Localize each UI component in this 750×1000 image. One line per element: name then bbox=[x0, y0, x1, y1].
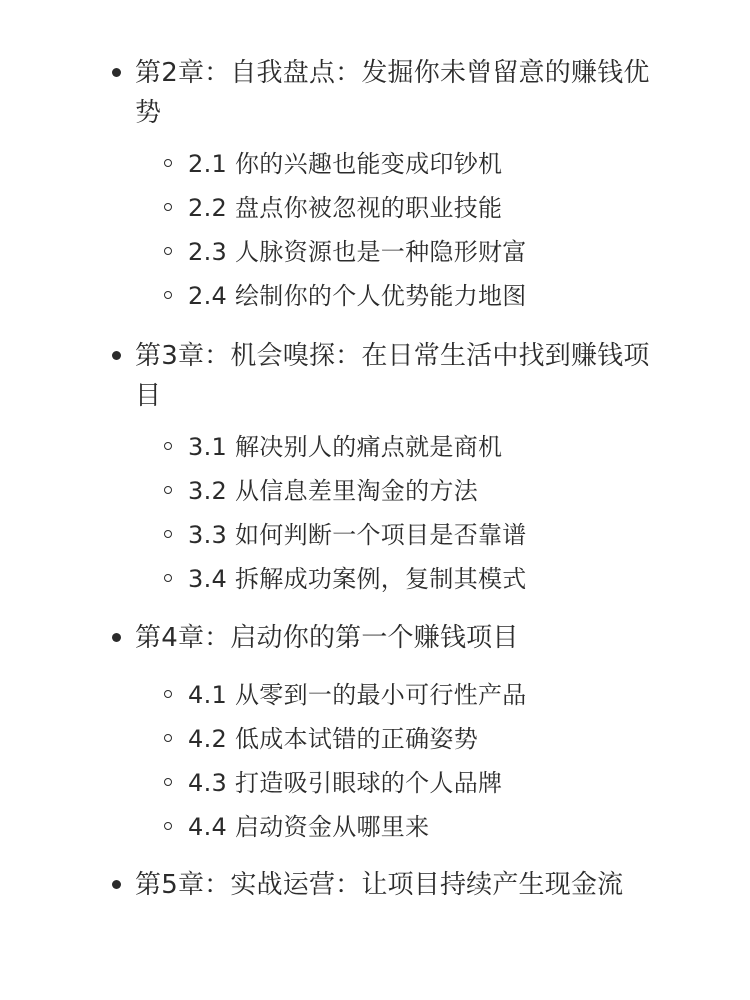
chapter-3-title bbox=[135, 336, 675, 416]
chapter-title-text: 第4章：启动你的第一个赚钱项目 bbox=[135, 623, 519, 653]
section-2-3 bbox=[188, 234, 708, 270]
section-text: 4.1 从零到一的最小可行性产品 bbox=[188, 681, 527, 709]
chapter-title-text: 第3章：机会嗅探：在日常生活中找到赚钱项目 bbox=[135, 341, 650, 411]
section-text: 3.1 解决别人的痛点就是商机 bbox=[188, 433, 503, 461]
hollow-bullet-icon bbox=[164, 822, 172, 830]
section-text: 2.3 人脉资源也是一种隐形财富 bbox=[188, 238, 527, 266]
section-2-2 bbox=[188, 190, 708, 226]
section-text: 4.2 低成本试错的正确姿势 bbox=[188, 725, 478, 753]
section-text: 3.4 拆解成功案例，复制其模式 bbox=[188, 565, 527, 593]
chapter-2-title bbox=[135, 53, 675, 133]
section-2-4 bbox=[188, 278, 708, 314]
hollow-bullet-icon bbox=[164, 690, 172, 698]
section-4-2 bbox=[188, 721, 708, 757]
section-3-2 bbox=[188, 473, 708, 509]
hollow-bullet-icon bbox=[164, 247, 172, 255]
section-3-1 bbox=[188, 429, 708, 465]
hollow-bullet-icon bbox=[164, 291, 172, 299]
hollow-bullet-icon bbox=[164, 734, 172, 742]
filled-bullet-icon bbox=[112, 633, 121, 642]
hollow-bullet-icon bbox=[164, 203, 172, 211]
hollow-bullet-icon bbox=[164, 159, 172, 167]
section-text: 4.4 启动资金从哪里来 bbox=[188, 813, 430, 841]
section-text: 3.3 如何判断一个项目是否靠谱 bbox=[188, 521, 527, 549]
chapter-5-title bbox=[135, 865, 675, 905]
filled-bullet-icon bbox=[112, 68, 121, 77]
chapter-title-text: 第5章：实战运营：让项目持续产生现金流 bbox=[135, 870, 624, 900]
hollow-bullet-icon bbox=[164, 574, 172, 582]
hollow-bullet-icon bbox=[164, 530, 172, 538]
filled-bullet-icon bbox=[112, 880, 121, 889]
section-3-3 bbox=[188, 517, 708, 553]
hollow-bullet-icon bbox=[164, 486, 172, 494]
section-text: 2.4 绘制你的个人优势能力地图 bbox=[188, 282, 527, 310]
section-4-4 bbox=[188, 809, 708, 845]
section-text: 3.2 从信息差里淘金的方法 bbox=[188, 477, 478, 505]
filled-bullet-icon bbox=[112, 351, 121, 360]
section-text: 2.2 盘点你被忽视的职业技能 bbox=[188, 194, 503, 222]
section-3-4 bbox=[188, 561, 708, 597]
section-2-1 bbox=[188, 146, 708, 182]
section-4-3 bbox=[188, 765, 708, 801]
section-text: 2.1 你的兴趣也能变成印钞机 bbox=[188, 150, 503, 178]
hollow-bullet-icon bbox=[164, 442, 172, 450]
hollow-bullet-icon bbox=[164, 778, 172, 786]
section-text: 4.3 打造吸引眼球的个人品牌 bbox=[188, 769, 503, 797]
chapter-4-title bbox=[135, 618, 675, 658]
section-4-1 bbox=[188, 677, 708, 713]
chapter-title-text: 第2章：自我盘点：发掘你未曾留意的赚钱优势 bbox=[135, 58, 650, 128]
